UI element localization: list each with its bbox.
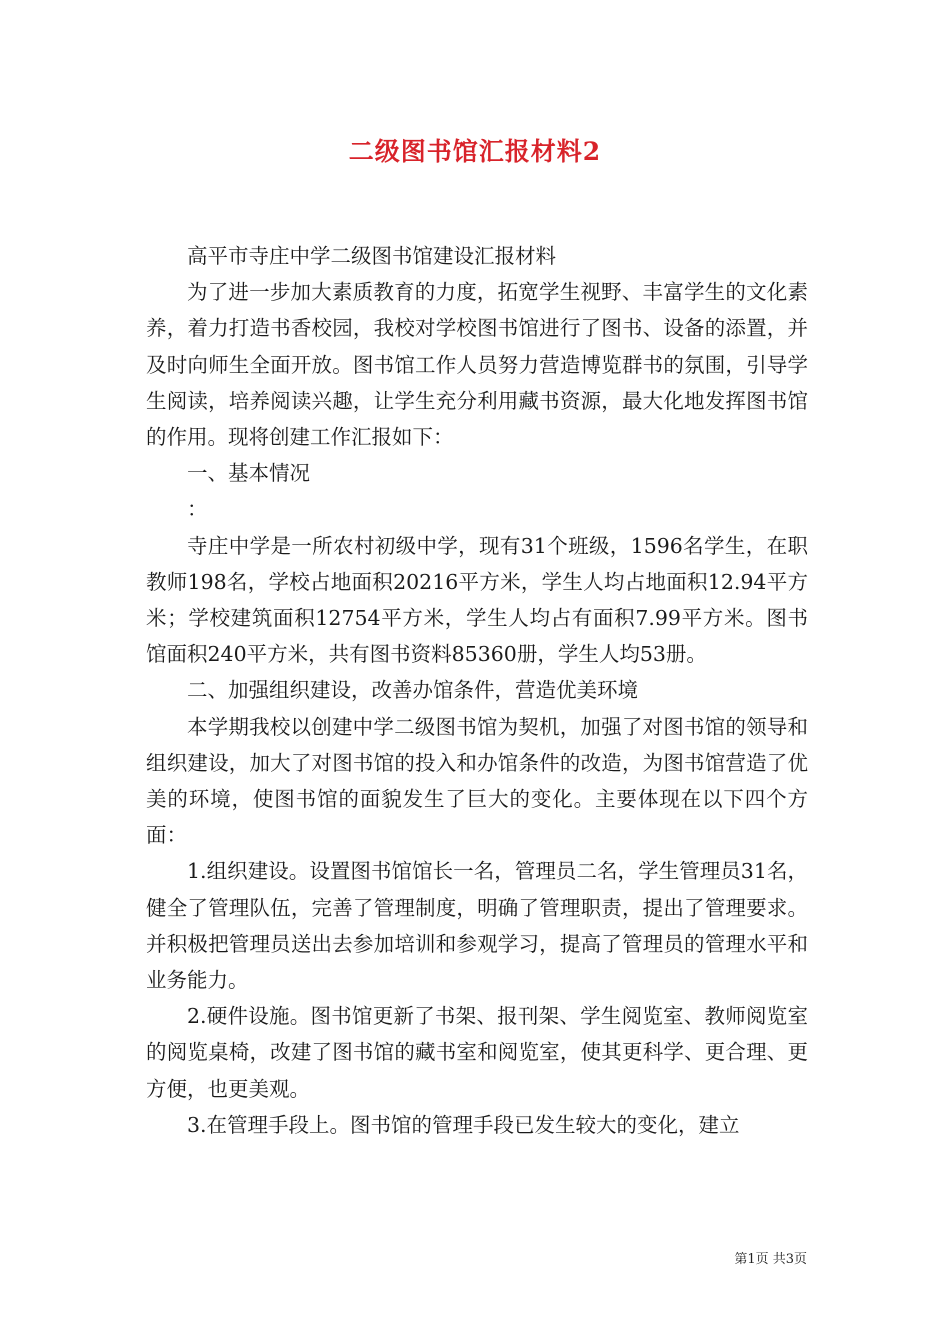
colon-line: ： bbox=[187, 497, 208, 522]
page-number: 第1页 共3页 bbox=[734, 1252, 807, 1267]
item-hardware: 2.硬件设施。图书馆更新了书架、报刊架、学生阅览室、教师阅览室的阅览桌椅，改建了图书馆的藏书室和阅览室，使其更科学、更合理、更方便，也更美观。 bbox=[146, 1004, 808, 1101]
item-management: 3.在管理手段上。图书馆的管理手段已发生较大的变化，建立 bbox=[187, 1112, 740, 1137]
section-heading-organization: 二、加强组织建设，改善办馆条件，营造优美环境 bbox=[187, 678, 638, 703]
basic-info-paragraph: 寺庄中学是一所农村初级中学，现有31个班级，1596名学生，在职教师198名，学校占地面积20216平方米，学生人均占地面积12.94平方米；学校建筑面积12754平方米，学生人均占有面积7.99平方米。图书馆面积240平方米，共有图书资料85360册，学生人均53册。 bbox=[146, 533, 808, 667]
organization-paragraph: 本学期我校以创建中学二级图书馆为契机，加强了对图书馆的领导和组织建设，加大了对图书馆的投入和办馆条件的改造，为图书馆营造了优美的环境，使图书馆的面貌发生了巨大的变化。主要体现在以下四个方面： bbox=[146, 714, 808, 848]
document-body bbox=[146, 238, 808, 1143]
document-subtitle: 高平市寺庄中学二级图书馆建设汇报材料 bbox=[187, 244, 556, 268]
section-heading-basic: 一、基本情况 bbox=[187, 461, 310, 486]
intro-paragraph: 为了进一步加大素质教育的力度，拓宽学生视野、丰富学生的文化素养，着力打造书香校园，我校对学校图书馆进行了图书、设备的添置，并及时向师生全面开放。图书馆工作人员努力营造博览群书的氛围，引导学生阅读，培养阅读兴趣，让学生充分利用藏书资源，最大化地发挥图书馆的作用。现将创建工作汇报如下： bbox=[146, 280, 808, 450]
page-title: 二级图书馆汇报材料2 bbox=[348, 137, 602, 166]
item-organization: 1.组织建设。设置图书馆馆长一名，管理员二名，学生管理员31名，健全了管理队伍，完善了管理制度，明确了管理职责，提出了管理要求。并积极把管理员送出去参加培训和参观学习，提高了管理员的管理水平和业务能力。 bbox=[146, 859, 808, 993]
